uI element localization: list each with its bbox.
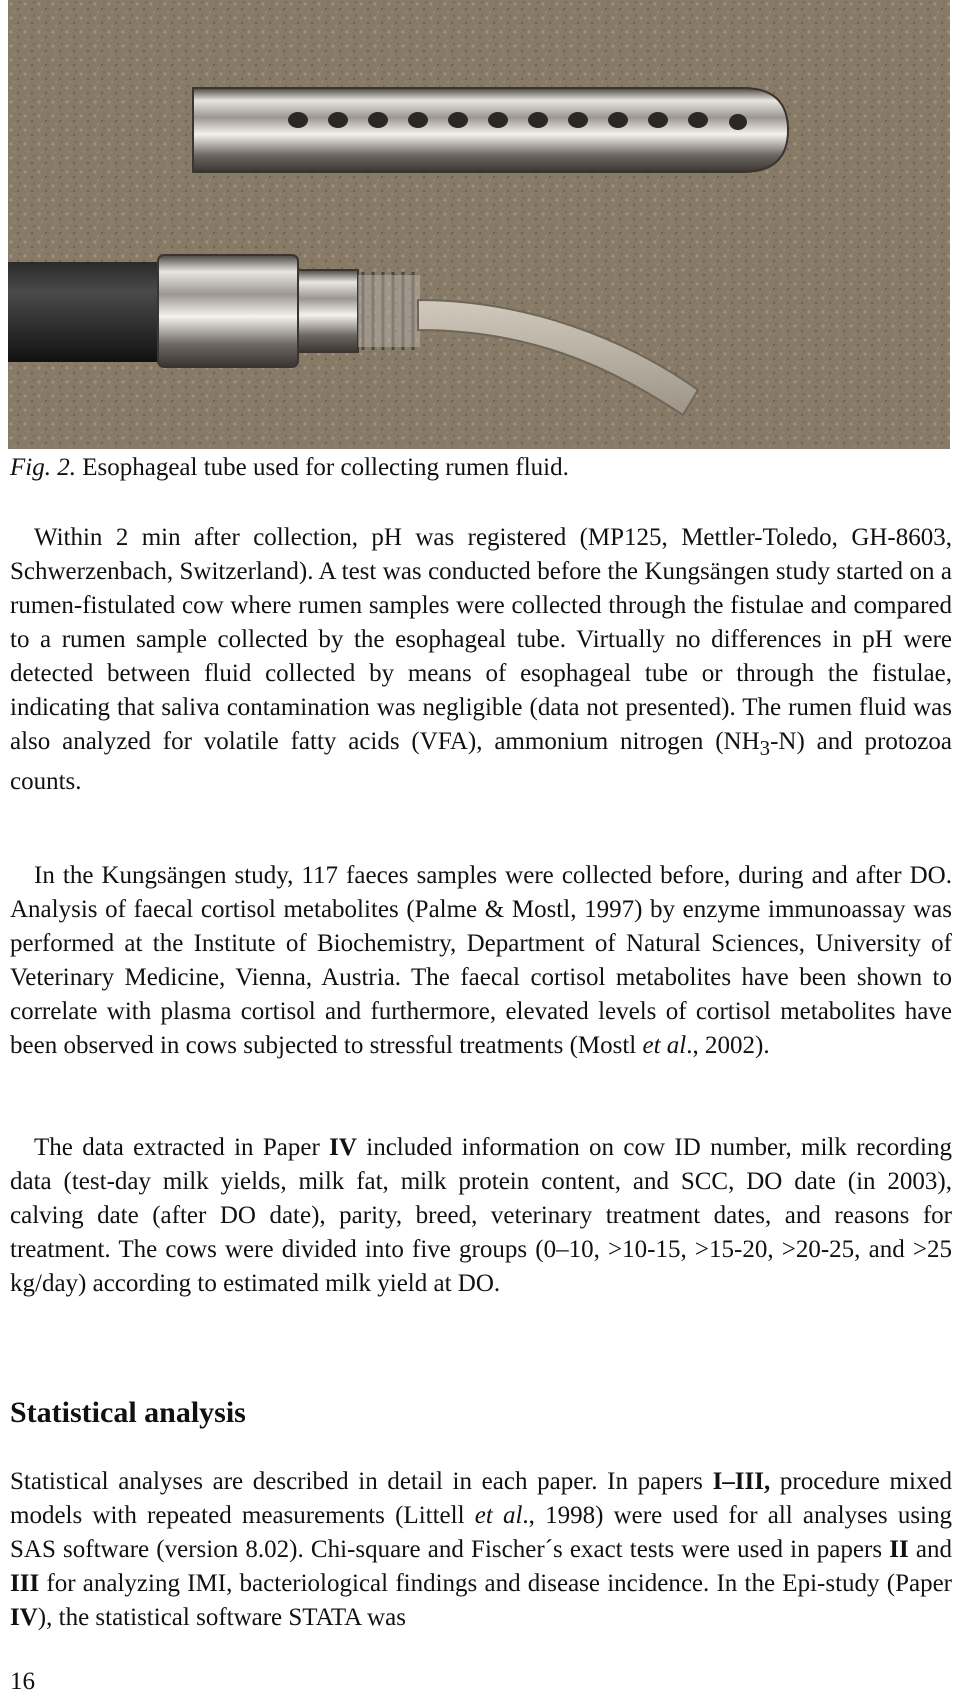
paragraph-text: included information on cow ID number, milk recording data (test-day milk yields, milk fat, milk protein content, and SCC, DO date (in 2003), calving date (after DO date), parity, breed, veterinary treatment dates, and reasons for treatment. The cows were divided into five groups (0–10, >10-15, >15-20, >20-25, and >25 kg/day) according to estimated milk yield at DO. — [10, 1134, 952, 1297]
bold-paper-ref: III — [10, 1570, 40, 1597]
paragraph-data-extraction — [10, 1131, 952, 1301]
subscript-3: 3 — [759, 736, 771, 760]
figure-caption-text: Esophageal tube used for collecting rumen fluid. — [75, 454, 569, 481]
esophageal-tube-photo — [8, 0, 950, 449]
paragraph-text: Within 2 min after collection, pH was registered (MP125, Mettler-Toledo, GH-8603, Schwerzenbach, Switzerland). A test was conducted before the Kungsängen study started on a rumen-fistulated cow where rumen samples were collected through the fistulae and compared to a rumen sample collected by the esophageal tube. Virtually no differences in pH were detected between fluid collected by means of esophageal tube or through the fistulae, indicating that saliva contamination was negligible (data not presented). The rumen fluid was also analyzed for volatile fatty acids (VFA), ammonium nitrogen (NH — [10, 524, 952, 755]
section-heading: Statistical analysis — [10, 1396, 246, 1429]
paragraph-faecal-cortisol — [10, 859, 952, 1063]
figure-caption — [10, 451, 569, 485]
paragraph-text: Statistical analyses are described in detail in each paper. In papers — [10, 1468, 713, 1495]
bold-paper-ref: IV — [329, 1134, 357, 1161]
bold-paper-ref: I–III, — [712, 1468, 771, 1495]
paragraph-ph-measurement — [10, 521, 952, 799]
paragraph-text: procedure mixed models with repeated measurements (Littell — [10, 1468, 953, 1529]
paragraph-text: ., 2002). — [686, 1032, 770, 1059]
paragraph-text: ., 1998) were used for all analyses using SAS software (version 8.02). Chi-square and Fischer´s exact tests were used in papers — [10, 1502, 952, 1563]
paragraph-text: for analyzing IMI, bacteriological findings and disease incidence. In the Epi-study (Paper — [39, 1570, 952, 1597]
bold-paper-ref: IV — [10, 1604, 38, 1631]
italic-et-al: et al — [642, 1032, 687, 1059]
paragraph-text: and — [908, 1536, 952, 1563]
page-number: 16 — [10, 1668, 35, 1695]
italic-et-al: et al — [474, 1502, 523, 1529]
bold-paper-ref: II — [889, 1536, 909, 1563]
paragraph-text: The data extracted in Paper — [34, 1134, 330, 1161]
paragraph-text: In the Kungsängen study, 117 faeces samples were collected before, during and after DO. Analysis of faecal cortisol metabolites (Palme & Mostl, 1997) by enzyme immunoassay was performed at the Institute of Biochemistry, Department of Natural Sciences, University of Veterinary Medicine, Vienna, Austria. The faecal cortisol metabolites have been shown to correlate with plasma cortisol and furthermore, elevated levels of cortisol metabolites have been observed in cows subjected to stressful treatments (Mostl — [10, 862, 952, 1059]
paragraph-text: ), the statistical software STATA was — [37, 1604, 406, 1631]
paragraph-text: -N) and protozoa counts. — [10, 728, 953, 795]
paragraph-statistical-analysis — [10, 1465, 952, 1635]
figure-label: Fig. 2. — [10, 454, 76, 481]
